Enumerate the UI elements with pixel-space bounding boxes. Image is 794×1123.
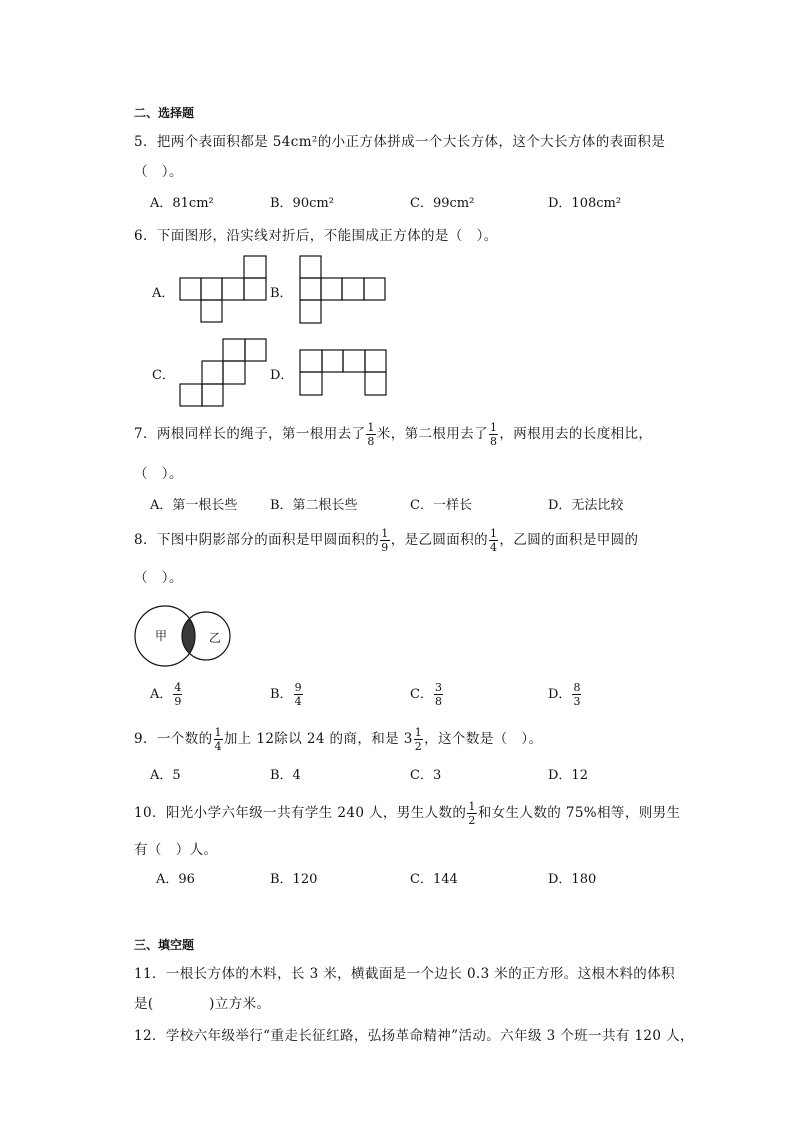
q7-text-2: 米，第二根用去了 bbox=[376, 426, 488, 442]
q7-option-b: B．第二根长些 bbox=[270, 498, 358, 513]
q8-option-c: C． $\frac{3}{8}$ bbox=[410, 681, 442, 708]
section-title-fill: 三、填空题 bbox=[134, 938, 195, 952]
question-10-line2: 有（ ）人。 bbox=[134, 842, 218, 858]
section-title-choice: 二、选择题 bbox=[134, 106, 195, 120]
question-9-text bbox=[134, 727, 542, 752]
q10-fraction-1: $\frac{1}{2}$ bbox=[468, 800, 476, 827]
q6-label-b: B． bbox=[270, 286, 293, 301]
q10-option-c: C．144 bbox=[410, 872, 458, 887]
question-8-blank: （ ）。 bbox=[134, 570, 183, 586]
circle-jia-label: 甲 bbox=[155, 629, 168, 643]
q7-text-1: 7．两根同样长的绳子，第一根用去了 bbox=[134, 426, 366, 442]
q9-text-2: 加上 12除以 24 的商，和是 3 bbox=[223, 731, 413, 747]
q7-fraction-2: $\frac{1}{8}$ bbox=[490, 421, 498, 448]
q6-label-d: D． bbox=[270, 368, 294, 383]
question-5-blank: （ ）。 bbox=[134, 164, 183, 180]
q10-option-a: A．96 bbox=[156, 872, 195, 887]
q8-fraction-1: $\frac{1}{9}$ bbox=[381, 527, 389, 554]
q9-text-1: 9．一个数的 bbox=[134, 731, 213, 747]
q7-fraction-1: $\frac{1}{8}$ bbox=[367, 421, 375, 448]
q7-option-a: A．第一根长些 bbox=[150, 498, 238, 513]
q10-text-1: 10．阳光小学六年级一共有学生 240 人，男生人数的 bbox=[134, 805, 467, 821]
q9-fraction-2: $\frac{1}{2}$ bbox=[414, 726, 423, 753]
q7-option-d: D．无法比较 bbox=[548, 498, 624, 513]
q5-option-d: D．108cm² bbox=[548, 196, 622, 211]
q5-option-a: A．81cm² bbox=[150, 196, 214, 211]
question-7-blank: （ ）。 bbox=[134, 466, 183, 482]
q8-option-b: B． $\frac{9}{4}$ bbox=[270, 681, 302, 708]
q9-text-3: ，这个数是（ ）。 bbox=[424, 731, 543, 747]
q10-option-b: B．120 bbox=[270, 872, 318, 887]
circle-yi-label: 乙 bbox=[209, 631, 222, 645]
q9-option-a: A．5 bbox=[150, 768, 181, 783]
q7-text-3: ，两根用去的长度相比， bbox=[499, 426, 653, 442]
q5-option-b: B．90cm² bbox=[270, 196, 334, 211]
q9-option-c: C．3 bbox=[410, 768, 442, 783]
question-12-line1: 12．学校六年级举行“重走长征红路，弘扬革命精神”活动。六年级 3 个班一共有 120 人， bbox=[134, 1028, 694, 1044]
q9-option-d: D．12 bbox=[548, 768, 588, 783]
q8-fraction-2: $\frac{1}{4}$ bbox=[490, 527, 498, 554]
q10-option-d: D．180 bbox=[548, 872, 597, 887]
q5-option-c: C．99cm² bbox=[410, 196, 475, 211]
q8-text-2: ，是乙圆面积的 bbox=[390, 532, 489, 548]
q8-text-1: 8．下图中阴影部分的面积是甲圆面积的 bbox=[134, 532, 380, 548]
q8-option-a: A． $\frac{4}{9}$ bbox=[150, 681, 182, 708]
q9-fraction-1: $\frac{1}{4}$ bbox=[214, 726, 222, 753]
question-6-text: 6．下面图形，沿实线对折后，不能围成正方体的是（ ）。 bbox=[134, 228, 498, 244]
question-10-text bbox=[134, 801, 680, 826]
q7-option-c: C．一样长 bbox=[410, 498, 472, 513]
q9-option-b: B．4 bbox=[270, 768, 301, 783]
q8-text-3: ，乙圆的面积是甲圆的 bbox=[499, 532, 639, 548]
q8-option-d: D． $\frac{8}{3}$ bbox=[548, 681, 581, 708]
question-5-text: 5．把两个表面积都是 54cm²的小正方体拼成一个大长方体，这个大长方体的表面积是 bbox=[134, 134, 666, 150]
q6-label-c: C． bbox=[152, 368, 175, 383]
q6-label-a: A． bbox=[152, 286, 175, 301]
question-11-line1: 11．一根长方体的木料，长 3 米，横截面是一个边长 0.3 米的正方形。这根木料的体积 bbox=[134, 966, 676, 982]
question-11-line2: 是( )立方米。 bbox=[134, 996, 271, 1012]
q10-text-2: 和女生人数的 75%相等，则男生 bbox=[477, 805, 681, 821]
